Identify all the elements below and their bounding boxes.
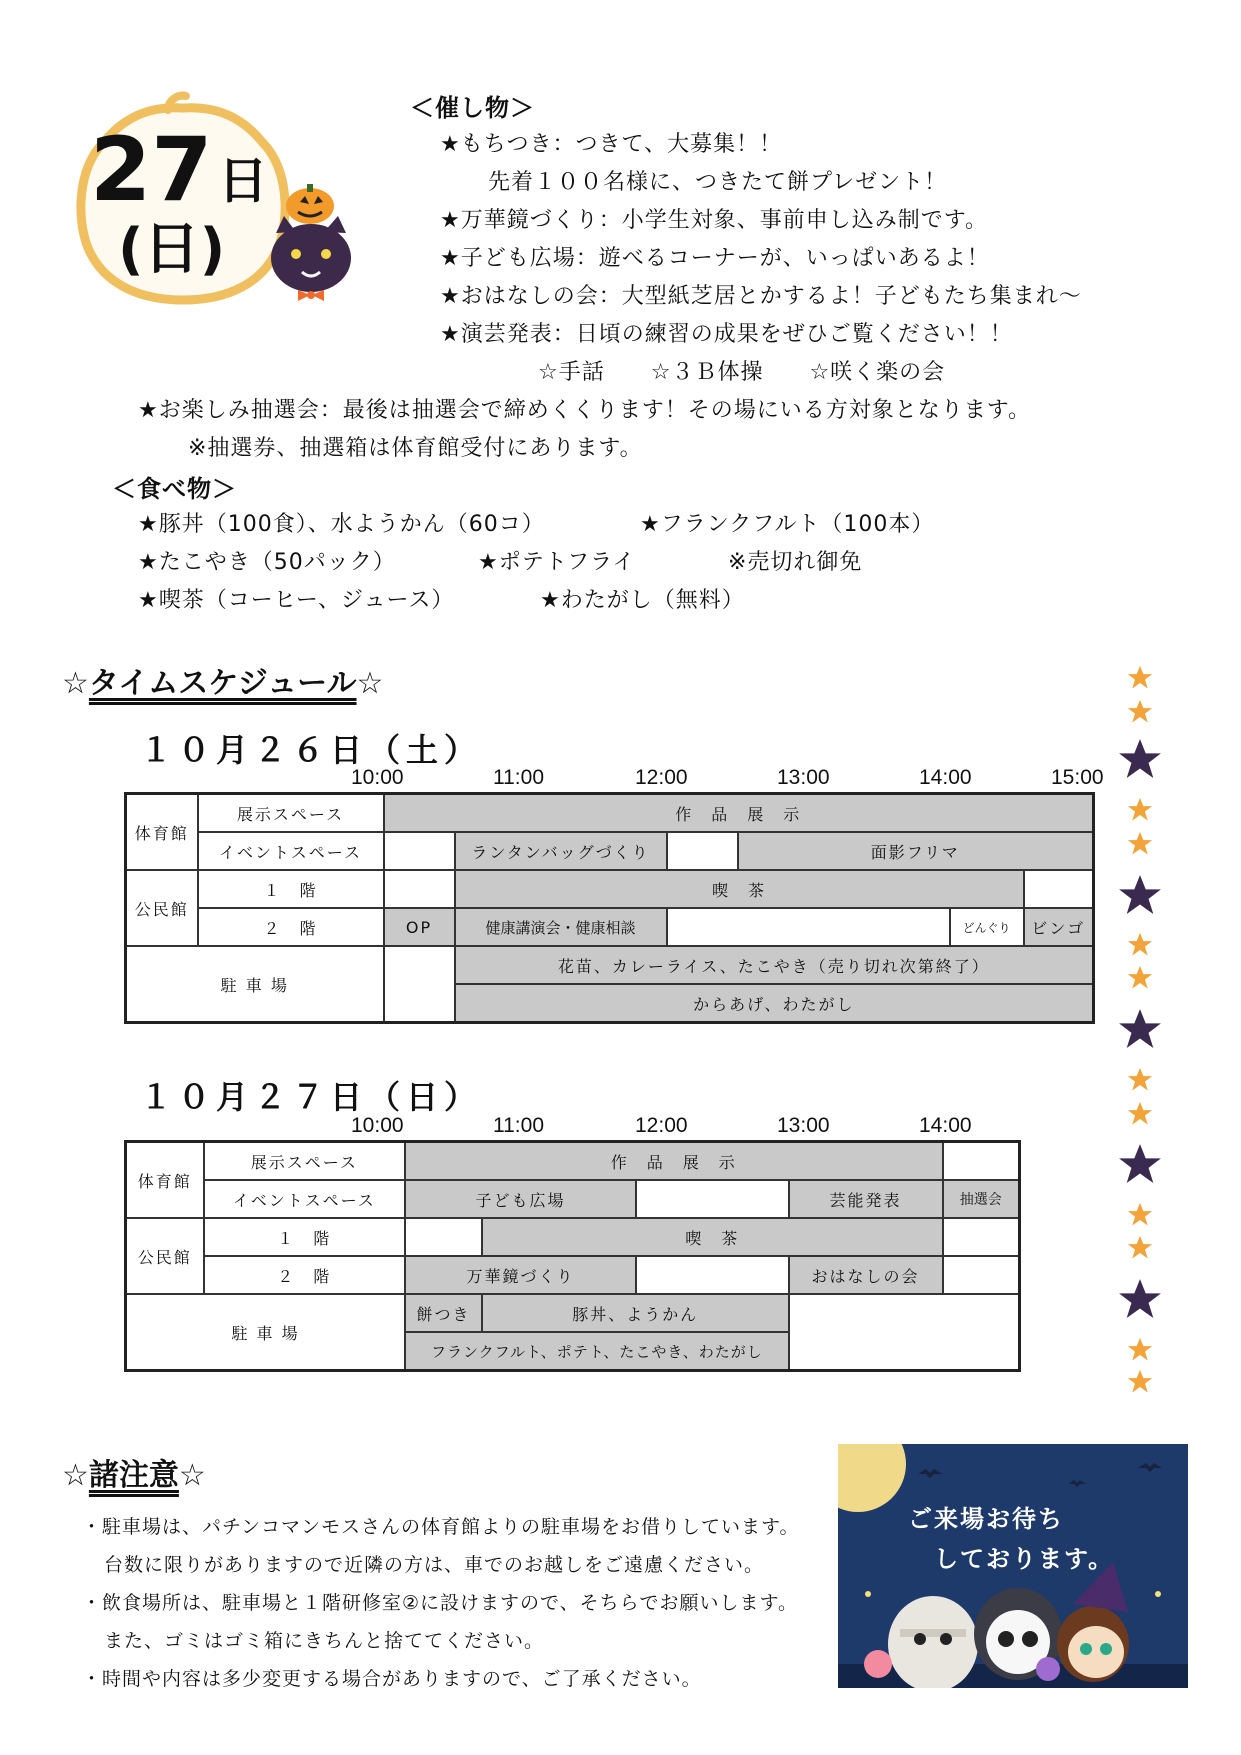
note-garbage: また、ゴミはゴミ箱にきちんと捨ててください。 (104, 1630, 545, 1652)
note-parking: ・駐車場は、パチンコマンモスさんの体育館よりの駐車場をお借りしています。 (82, 1516, 800, 1538)
day1-event-empty (384, 832, 455, 870)
day1-bingo: ビンゴ (1024, 908, 1094, 946)
day2-venue-event-space: イベントスペース (204, 1180, 406, 1218)
day1-lantern: ランタンバッグづくり (455, 832, 667, 870)
day1-event-gap (667, 832, 738, 870)
day1-karaage: からあげ、わたがし (455, 984, 1094, 1023)
day2-kids: 子ども広場 (405, 1180, 636, 1218)
day2-venue-hall: 公民館 (126, 1218, 204, 1294)
event-performance: ★演芸発表：日頃の練習の成果をぜひご覧ください！！ (440, 322, 1013, 347)
day1-time-1300: 13:00 (777, 766, 830, 789)
day1-time-1000: 10:00 (351, 766, 404, 789)
food-cotton-candy: ★わたがし（無料） (540, 588, 745, 613)
day2-exhibit-end (943, 1142, 1020, 1181)
day2-time-1200: 12:00 (635, 1114, 688, 1137)
day2-schedule-table (124, 1140, 1021, 1372)
halloween-illustration (838, 1444, 1188, 1688)
day1-time-1200: 12:00 (635, 766, 688, 789)
day2-floor1-empty (405, 1218, 482, 1256)
day2-frank: フランクフルト、ポテト、たこやき、わたがし (405, 1332, 789, 1371)
day1-omokage: 面影フリマ (738, 832, 1094, 870)
event-storytelling: ★おはなしの会：大型紙芝居とかするよ！子どもたち集まれ～ (440, 284, 1082, 309)
badge-day-unit: 日 (218, 152, 268, 210)
day2-story: おはなしの会 (789, 1256, 943, 1294)
food-cafe: ★喫茶（コーヒー、ジュース） (138, 588, 455, 613)
day2-parking-end (789, 1294, 1020, 1371)
event-lottery-note: ※抽選券、抽選箱は体育館受付にあります。 (188, 436, 643, 461)
note-parking-limit: 台数に限りがありますので近隣の方は、車でのお越しをご遠慮ください。 (104, 1554, 765, 1576)
day1-exhibition: 作 品 展 示 (384, 794, 1094, 833)
food-takoyaki: ★たこやき（50パック） (138, 550, 396, 575)
day1-schedule-table (124, 792, 1095, 1024)
venue-exhibit: 展示スペース (198, 794, 384, 833)
event-performance-groups: ☆手話 ☆３Ｂ体操 ☆咲く楽の会 (538, 360, 946, 385)
day1-op: OP (384, 908, 455, 946)
event-kaleidoscope: ★万華鏡づくり：小学生対象、事前申し込み制です。 (440, 208, 988, 233)
events-heading: ＜催し物＞ (410, 94, 535, 122)
star-column-decoration (1115, 660, 1165, 1400)
day2-floor2-gap (636, 1256, 789, 1294)
day2-time-1300: 13:00 (777, 1114, 830, 1137)
food-potato: ★ポテトフライ (478, 550, 636, 575)
badge-day: 27 (90, 118, 213, 221)
day2-venue-floor1: １ 階 (204, 1218, 406, 1256)
venue-event-space: イベントスペース (198, 832, 384, 870)
event-kids-square: ★子ども広場：遊べるコーナーが、いっぱいあるよ！ (440, 246, 990, 271)
venue-floor1: １ 階 (198, 870, 384, 908)
day2-kaleido: 万華鏡づくり (405, 1256, 636, 1294)
day1-floor1-empty (384, 870, 455, 908)
day2-performance: 芸能発表 (789, 1180, 943, 1218)
day2-time-1400: 14:00 (919, 1114, 972, 1137)
venue-parking: 駐 車 場 (126, 946, 384, 1023)
food-soldout: ※売切れ御免 (728, 550, 863, 575)
day2-lottery: 抽選会 (943, 1180, 1020, 1218)
day2-exhibition: 作 品 展 示 (405, 1142, 942, 1181)
day1-time-1400: 14:00 (919, 766, 972, 789)
day2-time-1100: 11:00 (493, 1114, 544, 1137)
day1-parking-empty (384, 946, 455, 1023)
event-mochitsuki-detail: 先着１００名様に、つきたて餅プレゼント！ (488, 170, 948, 195)
day1-date: １０月２６日（土） (140, 731, 483, 769)
venue-gym: 体育館 (126, 794, 198, 871)
food-heading: ＜食べ物＞ (112, 475, 237, 503)
day2-venue-parking: 駐 車 場 (126, 1294, 406, 1371)
day1-donguri: どんぐり (950, 908, 1024, 946)
food-butadon: ★豚丼（100食）、水ようかん（60コ） (138, 512, 545, 537)
day2-mochi: 餅つき (405, 1294, 482, 1332)
badge-weekday: (日) (118, 217, 226, 282)
event-mochitsuki: ★もちつき：つきて、大募集！！ (440, 132, 783, 157)
day2-cafe: 喫 茶 (482, 1218, 943, 1256)
food-frank: ★フランクフルト（100本） (640, 512, 935, 537)
day1-seedlings: 花苗、カレーライス、たこやき（売り切れ次第終了） (455, 946, 1094, 984)
day2-time-1000: 10:00 (351, 1114, 404, 1137)
day2-date: １０月２７日（日） (140, 1078, 483, 1116)
day1-floor2-gap (667, 908, 950, 946)
day1-health: 健康講演会・健康相談 (455, 908, 667, 946)
event-lottery: ★お楽しみ抽選会：最後は抽選会で締めくくります！その場にいる方対象となります。 (138, 398, 1031, 423)
day2-butadon: 豚丼、ようかん (482, 1294, 789, 1332)
day2-venue-exhibit: 展示スペース (204, 1142, 406, 1181)
schedule-heading: ☆タイムスケジュール☆ (62, 666, 384, 701)
day2-floor1-end (943, 1218, 1020, 1256)
day2-venue-gym: 体育館 (126, 1142, 204, 1219)
welcome-message: ご来場お待ち しております。 (908, 1505, 1115, 1573)
day2-venue-floor2: ２ 階 (204, 1256, 406, 1294)
day1-time-1500: 15:00 (1051, 766, 1104, 789)
day2-event-gap (636, 1180, 789, 1218)
day2-floor2-end (943, 1256, 1020, 1294)
cat-pumpkin-icon (262, 178, 362, 303)
day1-floor1-end (1024, 870, 1094, 908)
notes-heading: ☆諸注意☆ (62, 1458, 206, 1493)
day1-time-1100: 11:00 (493, 766, 544, 789)
venue-hall: 公民館 (126, 870, 198, 946)
note-eating-place: ・飲食場所は、駐車場と１階研修室②に設けますので、そちらでお願いします。 (82, 1592, 798, 1614)
day1-cafe: 喫 茶 (455, 870, 1024, 908)
note-changes: ・時間や内容は多少変更する場合がありますので、ご了承ください。 (82, 1668, 702, 1690)
venue-floor2: ２ 階 (198, 908, 384, 946)
